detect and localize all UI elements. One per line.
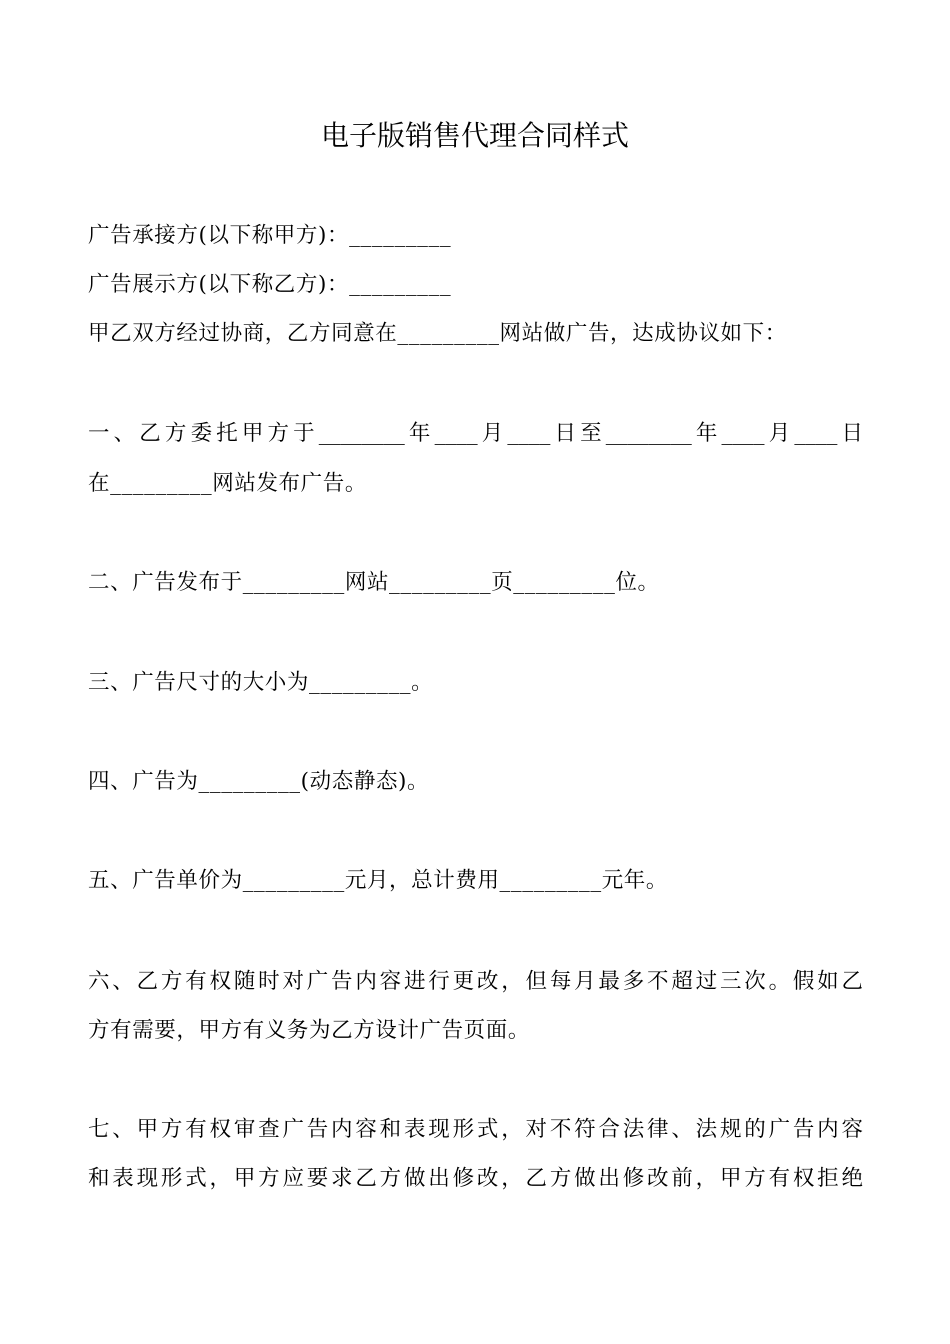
clause-6-line-2: 方有需要，甲方有义务为乙方设计广告页面。 [88,1018,531,1043]
document-title: 电子版销售代理合同样式 [320,119,629,152]
clause-5-line-1: 五、广告单价为_________元月，总计费用_________元年。 [88,868,669,893]
clause-3-line-1: 三、广告尺寸的大小为_________。 [88,670,434,695]
clause-2-line-1: 二、广告发布于_________网站_________页_________位。 [88,570,660,595]
party-b-line: 广告展示方(以下称乙方)：_________ [88,272,452,297]
agreement-intro-line: 甲乙双方经过协商，乙方同意在_________网站做广告，达成协议如下： [88,321,787,346]
party-a-line: 广告承接方(以下称甲方)：_________ [88,223,452,248]
clause-4-line-1: 四、广告为_________(动态静态)。 [88,769,430,794]
clause-1-line-2: 在_________网站发布广告。 [88,471,367,496]
clause-1-line-1: 一、乙方委托甲方于________年____月____日至________年____月____日 [88,421,863,446]
clause-7-line-2: 和表现形式，甲方应要求乙方做出修改，乙方做出修改前，甲方有权拒绝 [88,1166,863,1191]
clause-6-line-1: 六、乙方有权随时对广告内容进行更改，但每月最多不超过三次。假如乙 [88,969,863,994]
clause-7-line-1: 七、甲方有权审查广告内容和表现形式，对不符合法律、法规的广告内容 [88,1117,863,1142]
